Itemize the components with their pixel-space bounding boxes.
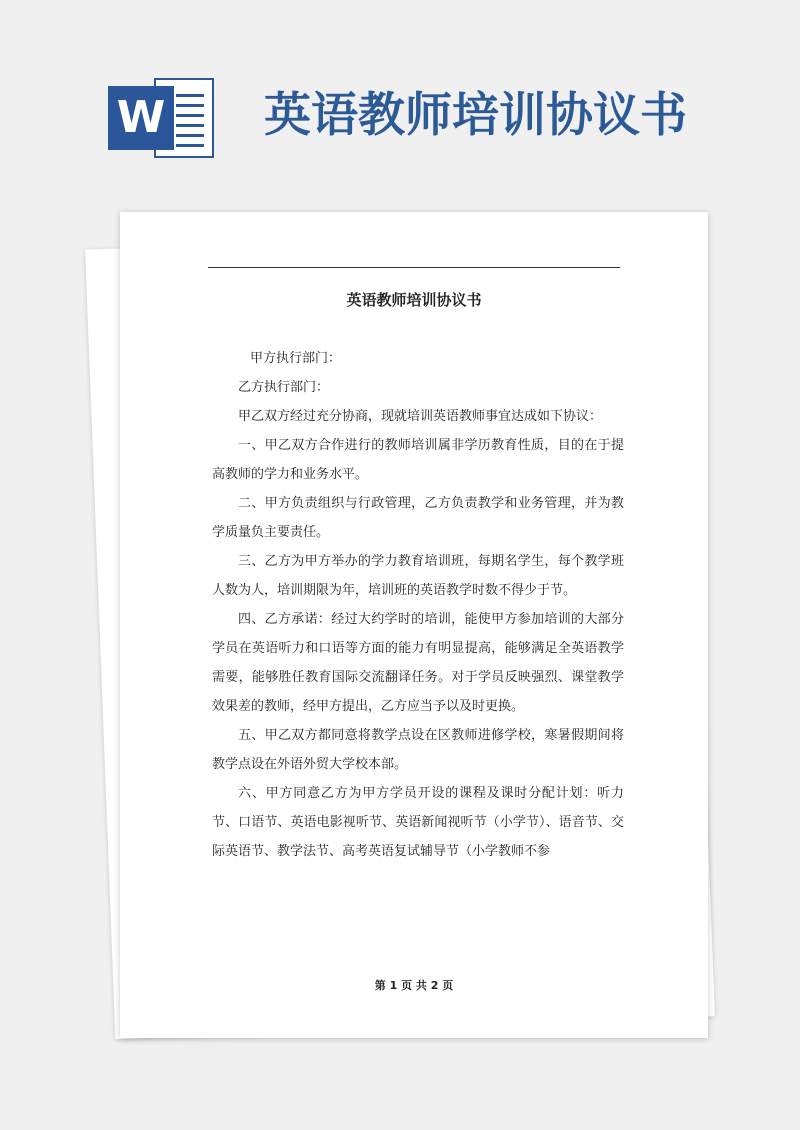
page-footer: 第 1 页 共 2 页: [374, 979, 454, 992]
word-letter-badge: W: [108, 86, 174, 150]
paragraph-clause-2: 二、甲方负责组织与行政管理，乙方负责教学和业务管理，并为教学质量负主要责任。: [212, 496, 624, 540]
banner: [0, 0, 800, 200]
header-rule: [208, 267, 620, 268]
paragraph-clause-3: 三、乙方为甲方举办的学力教育培训班，每期名学生，每个教学班人数为人，培训期限为年，培训班的英语教学时数不得少于节。: [212, 554, 624, 598]
document-body: [212, 344, 624, 866]
paragraph-clause-5: 五、甲乙双方都同意将教学点设在区教师进修学校，寒暑假期间将教学点设在外语外贸大学校本部。: [212, 728, 624, 772]
document-page: [120, 212, 708, 1038]
paragraph-party-b: 乙方执行部门：: [238, 380, 330, 395]
paragraph-clause-4: 四、乙方承诺：经过大约学时的培训，能使甲方参加培训的大部分学员在英语听力和口语等方面的能力有明显提高，能够满足全英语教学需要，能够胜任教育国际交流翻译任务。对于学员反映强烈、课堂教学效果差的教师，经甲方提出，乙方应当予以及时更换。: [212, 612, 624, 714]
paragraph-intro: 甲乙双方经过充分协商，现就培训英语教师事宜达成如下协议：: [238, 409, 603, 424]
document-title: 英语教师培训协议书: [346, 291, 482, 309]
paragraph-clause-6: 六、甲方同意乙方为甲方学员开设的课程及课时分配计划：听力节、口语节、英语电影视听节、英语新闻视听节（小学节）、语音节、交际英语节、教学法节、高考英语复试辅导节（小学教师不参: [212, 786, 624, 859]
banner-title: 英语教师培训协议书: [264, 88, 687, 143]
word-document-icon: [108, 72, 216, 164]
paragraph-clause-1: 一、甲乙双方合作进行的教师培训属非学历教育性质，目的在于提高教师的学力和业务水平。: [212, 438, 624, 482]
paragraph-party-a: 甲方执行部门：: [250, 351, 342, 366]
